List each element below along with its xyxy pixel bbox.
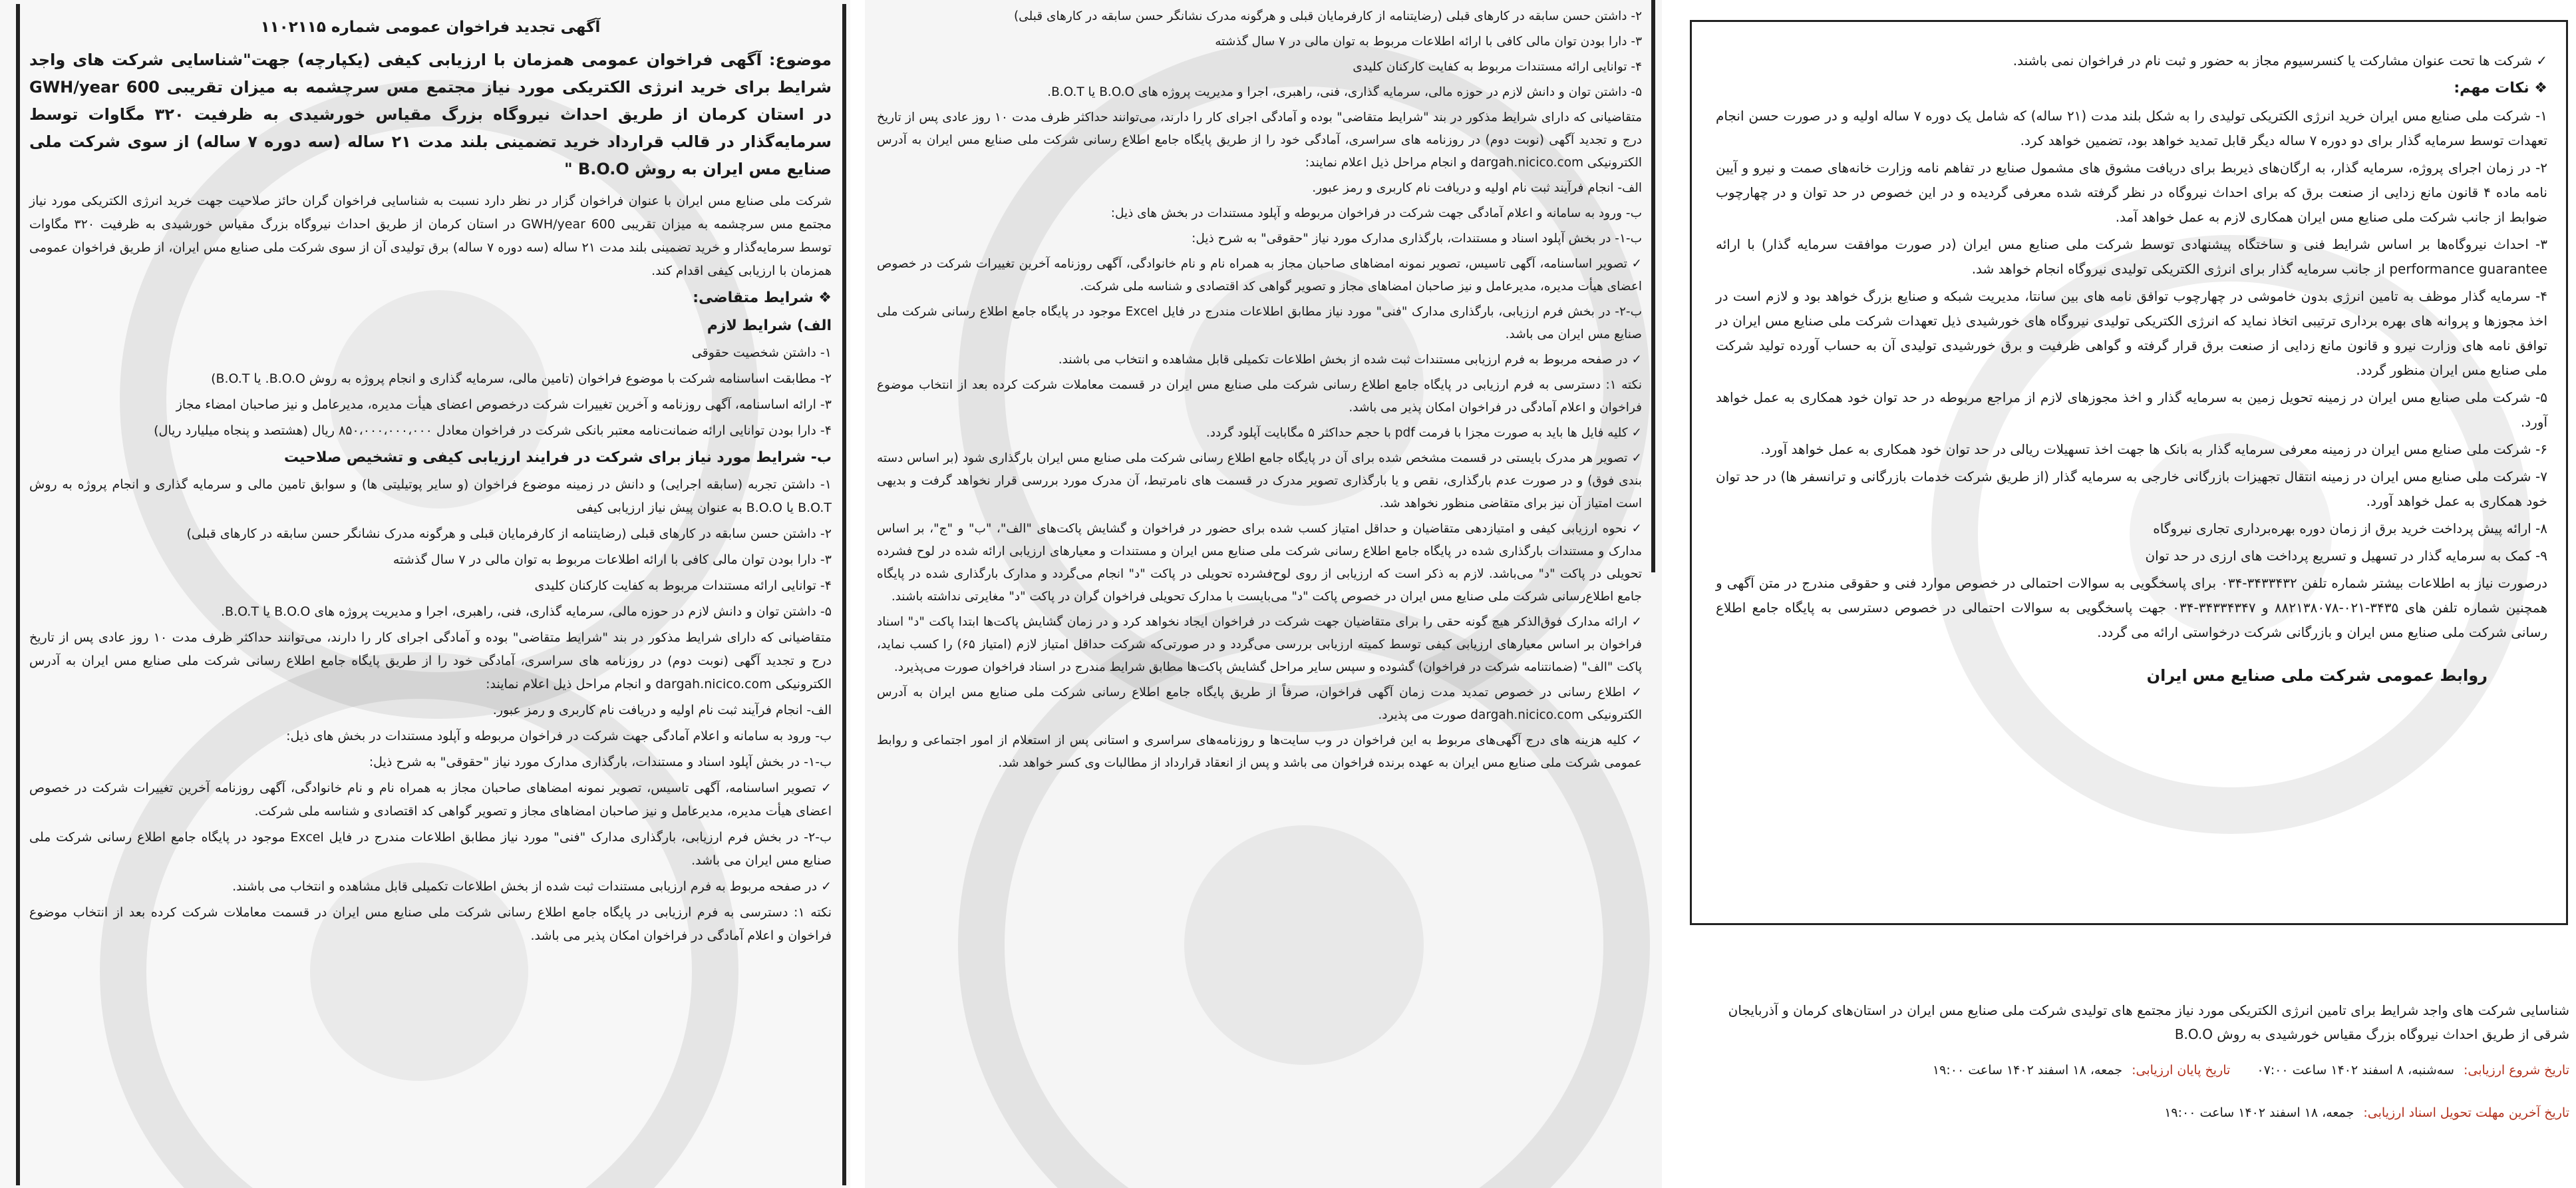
conditions-heading: ❖ شرایط متقاضی:	[693, 290, 832, 306]
bullet-extension-info: ✓ اطلاع رسانی در خصوص تمدید مدت زمان آگهی فراخوان، صرفاً از طریق پایگاه جامع اطلاع رسانی شرکت ملی صنایع مس ایران به آدرس الکترونیکی dargah.nicico.com صورت می پذیرد.	[877, 686, 1642, 722]
evaluation-item: ۵- داشتن توان و دانش لازم در حوزه مالی، سرمایه گذاری، فنی، راهبری، اجرا و مدیریت پروژه های B.O.O یا B.O.T.	[1047, 85, 1642, 99]
applicants-paragraph: متقاضیانی که دارای شرایط مذکور در بند "شرایط متقاضی" بوده و آمادگی اجرای کار را دارند، می‌توانند حداکثر ظرف مدت ۱۰ روز عادی پس از تاریخ درج و تجدید آگهی (نوبت دوم) در روزنامه های سراسری، آمادگی خود را از طریق پایگاه جامع اطلاع رسانی شرکت ملی صنایع مس ایران به آدرس الکترونیکی dargah.nicico.com و انجام مراحل ذیل اعلام نمایند:	[29, 630, 832, 692]
important-note: ۲- در زمان اجرای پروژه، سرمایه گذار، به ارگان‌های ذیربط برای دریافت مشوق های مشمول صنایع در تفاهم نامه وزارت خانه‌های صمت و نیرو و آیین نامه ماده ۴ قانون مانع زدایی از صنعت برق که برای احداث نیروگاه در نظر گرفته شده معرفی گردیده و در این خصوص در حد توان و در چهارچوب ضوابط از جانب شرکت ملی صنایع مس ایران همکاری لازم به عمل خواهد آمد.	[1716, 160, 2547, 225]
end-label: تاریخ پایان ارزیابی:	[2132, 1063, 2231, 1078]
evaluation-item: ۵- داشتن توان و دانش لازم در حوزه مالی، سرمایه گذاری، فنی، راهبری، اجرا و مدیریت پروژه های B.O.O یا B.O.T.	[221, 604, 832, 619]
evaluation-item: ۳- دارا بودن توان مالی کافی با ارائه اطلاعات مربوط به توان مالی در ۷ سال گذشته	[1215, 35, 1642, 49]
step-a: الف- انجام فرآیند ثبت نام اولیه و دریافت نام کاربری و رمز عبور.	[1312, 181, 1642, 195]
tender-summary	[1690, 998, 2569, 1125]
important-note: ۹- کمک به سرمایه گذار در تسهیل و تسریع پرداخت های ارزی در حد توان	[2145, 548, 2547, 564]
evaluation-item: ۴- توانایی ارائه مستندات مربوط به کفایت کارکنان کلیدی	[534, 578, 832, 593]
end-value: جمعه، ۱۸ اسفند ۱۴۰۲ ساعت ۱۹:۰۰	[1932, 1063, 2123, 1078]
evaluation-dates	[1690, 1058, 2569, 1082]
notice-intro: شرکت ملی صنایع مس ایران با عنوان فراخوان گزار در نظر دارد نسبت به شناسایی فراخوان گران حائز صلاحیت جهت خرید انرژی الکتریکی مورد نیاز مجتمع مس سرچشمه به میزان تقریبی 600 GWH/year در استان کرمان از طریق احداث نیروگاه بزرگ مقیاس خورشیدی به ظرفیت ۳۲۰ مگاوات توسط سرمایه‌گذار و خرید تضمینی بلند مدت ۲۱ ساله (سه دوره ۷ ساله) برق تولیدی آن از سوی شرکت ملی صنایع مس ایران، از طریق فراخوان عمومی همزمان با ارزیابی کیفی اقدام کند.	[29, 194, 832, 278]
legal-docs-heading: ب-۱- در بخش آپلود اسناد و مستندات، بارگذاری مدارک مورد نیاز "حقوقی" به شرح ذیل:	[1192, 232, 1642, 246]
deadline-label: تاریخ آخرین مهلت تحویل اسناد ارزیابی:	[2363, 1105, 2569, 1120]
note-1: نکته ۱: دسترسی به فرم ارزیابی در پایگاه جامع اطلاع رسانی شرکت ملی صنایع مس ایران در قسمت معاملات شرکت کرده بعد از انتخاب موضوع فراخوان و اعلام آمادگی در فراخوان امکان پذیر می باشد.	[29, 905, 832, 943]
required-heading: الف) شرایط لازم	[707, 317, 832, 334]
notice-title: آگهی تجدید فراخوان عمومی شماره ۱۱۰۲۱۱۵	[260, 19, 601, 36]
deadline	[2164, 1101, 2569, 1125]
bullet-file-format: ✓ کلیه فایل ها باید به صورت مجزا با فرمت pdf با حجم حداکثر ۵ مگابایت آپلود گردد.	[1206, 426, 1642, 440]
evaluation-item: ۴- توانایی ارائه مستندات مربوط به کفایت کارکنان کلیدی	[1353, 60, 1642, 74]
important-note: ۷- شرکت ملی صنایع مس ایران در زمینه انتقال تجهیزات بازرگانی خارجی به سرمایه گذار (از طریق شرکت خدمات بازرگانی و ترانسفر ها) در حد توان خود همکاری به عمل خواهد آورد.	[1716, 469, 2547, 509]
important-note: ۱- شرکت ملی صنایع مس ایران خرید انرژی الکتریکی تولیدی را به شکل بلند مدت (۲۱ ساله) که شامل یک دوره ۷ ساله اولیه و در صورت حسن انجام تعهدات توسط سرمایه گذار برای دو دوره ۷ ساله دیگر قابل تمدید خواهد بود، تضمین خواهد کرد.	[1716, 108, 2548, 148]
consortium-note: ✓ شرکت ها تحت عنوان مشارکت یا کنسرسیوم مجاز به حضور و ثبت نام در فراخوان نمی باشند.	[2012, 53, 2547, 69]
deadline-value: جمعه، ۱۸ اسفند ۱۴۰۲ ساعت ۱۹:۰۰	[2164, 1105, 2354, 1120]
column-border-left	[16, 4, 20, 1185]
required-item: ۱- داشتن شخصیت حقوقی	[691, 345, 832, 360]
evaluation-item: ۲- داشتن حسن سابقه در کارهای قبلی (رضایتنامه از کارفرمایان قبلی و هرگونه مدرک نشانگر حسن سابقه در کارهای قبلی)	[186, 526, 832, 541]
step-a: الف- انجام فرآیند ثبت نام اولیه و دریافت نام کاربری و رمز عبور.	[492, 703, 832, 717]
required-item: ۲- مطابقت اساسنامه شرکت با موضوع فراخوان (تامین مالی، سرمایه گذاری و انجام پروژه به روش B.O.O. یا B.O.T)	[211, 371, 832, 386]
technical-docs-note: ✓ در صفحه مربوط به فرم ارزیابی مستندات ثبت شده از بخش اطلاعات تکمیلی قابل مشاهده و انتخاب می باشند.	[232, 879, 832, 894]
tender-description: شناسایی شرکت های واجد شرایط برای تامین انرژی الکتریکی مورد نیاز مجتمع های تولیدی شرکت ملی صنایع مس ایران در استان‌های کرمان و آذربایجان شرقی از طریق احداث نیروگاه بزرگ مقیاس خورشیدی به روش B.O.O	[1728, 1002, 2569, 1042]
signature: روابط عمومی شرکت ملی صنایع مس ایران	[2146, 666, 2488, 685]
notice-subject: موضوع: آگهی فراخوان عمومی همزمان با ارزیابی کیفی (یکپارچه) جهت"شناسایی شرکت های واجد شرایط برای خرید انرژی الکتریکی مورد نیاز مجتمع مس سرچشمه به میزان تقریبی 600 GWH/year در استان کرمان از طریق احداث نیروگاه بزرگ مقیاس خورشیدی به ظرفیت ۳۲۰ مگاوات توسط سرمایه‌گذار در قالب قرارداد خرید تضمینی بلند مدت ۲۱ ساله (سه دوره ۷ ساله) از سوی شرکت ملی صنایع مس ایران به روش B.O.O "	[29, 51, 832, 178]
bullet-evaluation-method: ✓ نحوه ارزیابی کیفی و امتیازدهی متقاضیان و حداقل امتیاز کسب شده برای حضور در فراخوان و گشایش پاکت‌های "الف"، "ب" و "ج"، بر اساس مدارک و مستندات بارگذاری شده در پایگاه جامع اطلاع رسانی شرکت ملی صنایع مس ایران و مستندات و معیارهای ارزیابی ارائه شده در لوح فشرده تحویلی در پاکت "د" می‌باشد. لازم به ذکر است که ارزیابی از روی لوح‌فشرده تحویلی در پاکت "د" انجام می‌گردد و مدارک بارگذاری شده در پایگاه جامع اطلاع‌رسانی شرکت ملی صنایع مس ایران در خصوص پاکت "د" می‌بایست با مدارک تحویلی فراخوان گران در پاکت "د" مغایرتی نداشته باشند.	[877, 522, 1642, 604]
bullet-document-upload: ✓ تصویر هر مدرک بایستی در قسمت مشخص شده برای آن در پایگاه جامع اطلاع رسانی شرکت ملی صنایع مس ایران بارگذاری شود (بر اساس دسته بندی فوق) و در صورت عدم بارگذاری، نقص و یا بارگذاری تصویر مدرک در قسمت های نامرتبط، آن مدرک مورد بررسی قرار نخواهد گرفت و بدیهی است امتیاز آن نیز برای متقاضی منظور نخواهد شد.	[877, 451, 1642, 510]
contact-info: درصورت نیاز به اطلاعات بیشتر شماره تلفن ۳۴۳۳۴۳۲-۰۳۴ برای پاسخگویی به سوالات احتمالی در خصوص موارد فنی و حقوقی مندرج در متن آگهی و همچنین شماره تلفن های ۳۴۳۵-۰۲۱-۸۸۲۱۳۸۰۷۸ و ۳۴۳۳۴۳۴۷-۰۳۴ جهت پاسخگویی به سوالات احتمالی در خصوص دسترسی به پایگاه جامع اطلاع رسانی شرکت ملی صنایع مس ایران و بازرگانی شرکت درخواستی ارائه می گردد.	[1716, 575, 2547, 640]
technical-docs-text: ب-۲- در بخش فرم ارزیابی، بارگذاری مدارک "فنی" مورد نیاز مطابق اطلاعات مندرج در فایل Excel موجود در پایگاه جامع اطلاع رسانی شرکت ملی صنایع مس ایران می باشد.	[877, 305, 1642, 341]
important-note: ۶- شرکت ملی صنایع مس ایران در زمینه معرفی سرمایه گذار به بانک ها جهت اخذ تسهیلات ریالی در حد توان خود همکاری به عمل خواهد آورد.	[1760, 441, 2547, 457]
important-note: ۴- سرمایه گذار موظف به تامین انرژی بدون خاموشی در چهارچوب توافق نامه های بین سانتا، مدیریت شبکه و صنایع بزرگ خواهد بود و لازم است در اخذ مجوزها و پروانه های بهره برداری ترتیبی اتخاذ نماید که انرژی الکتریکی تولیدی نیروگاه های خورشیدی ذیل تعهدات شرکت ملی صنایع مس ایران در توافق نامه های وزارت نیرو و قانون مانع زدایی از صنعت برق قرار گرفته و گواهی ظرفیت و برق خورشیدی تولیدی آن به حساب آورده تولید شرکت ملی صنایع مس ایران منظور گردد.	[1716, 288, 2547, 378]
evaluation-item: ۱- داشتن تجربه (سابقه اجرایی) و دانش در زمینه موضوع فراخوان (و سایر پوتیلیتی ها) و سوابق تامین مالی و سرمایه گذاری و انجام پروژه به روش B.O.T یا B.O.O به عنوان پیش نیاز ارزیابی کیفی	[29, 477, 832, 515]
evaluation-item: ۳- دارا بودن توان مالی کافی با ارائه اطلاعات مربوط به توان مالی در ۷ سال گذشته	[393, 552, 832, 567]
applicants-paragraph: متقاضیانی که دارای شرایط مذکور در بند "شرایط متقاضی" بوده و آمادگی اجرای کار را دارند، می‌توانند حداکثر ظرف مدت ۱۰ روز عادی پس از تاریخ درج و تجدید آگهی (نوبت دوم) در روزنامه های سراسری، آمادگی خود را از طریق پایگاه جامع اطلاع رسانی شرکت ملی صنایع مس ایران به آدرس الکترونیکی dargah.nicico.com و انجام مراحل ذیل اعلام نمایند:	[877, 110, 1643, 170]
evaluation-item: ۲- داشتن حسن سابقه در کارهای قبلی (رضایتنامه از کارفرمایان قبلی و هرگونه مدرک نشانگر حسن سابقه در کارهای قبلی)	[1013, 9, 1642, 23]
legal-docs-text: ✓ تصویر اساسنامه، آگهی تاسیس، تصویر نمونه امضاهای صاحبان مجاز به همراه نام و نام خانوادگی، آگهی روزنامه آخرین تغییرات شرکت در خصوص اعضای هیأت مدیره، مدیرعامل و نیز صاحبان امضاهای مجاز و تصویر گواهی کد اقتصادی و شناسه ملی شرکت.	[29, 781, 832, 819]
important-note: ۸- ارائه پیش پرداخت خرید برق از زمان دوره بهره‌برداری تجاری نیروگاه	[2153, 520, 2547, 536]
required-item: ۴- دارا بودن توانایی ارائه ضمانت‌نامه معتبر بانکی شرکت در فراخوان معادل ۸۵۰،۰۰۰،۰۰۰،۰۰۰ ریال (هشتصد و پنجاه میلیارد ریال)	[154, 423, 832, 438]
left-column	[0, 0, 850, 1188]
start-label: تاریخ شروع ارزیابی:	[2463, 1063, 2569, 1078]
legal-docs-text: ✓ تصویر اساسنامه، آگهی تاسیس، تصویر نمونه امضاهای صاحبان مجاز به همراه نام و نام خانوادگی، آگهی روزنامه آخرین تغییرات شرکت در خصوص اعضای هیأت مدیره، مدیرعامل و نیز صاحبان امضاهای مجاز و تصویر گواهی کد اقتصادی و شناسه ملی شرکت.	[877, 257, 1642, 294]
document-deadline	[1690, 1101, 2569, 1125]
column-border-right	[1651, 0, 1655, 572]
evaluation-heading: ب- شرایط مورد نیاز برای شرکت در فرایند ارزیابی کیفی و تشخیص صلاحیت	[284, 449, 832, 466]
evaluation-end	[1933, 1058, 2230, 1082]
important-note: ۳- احداث نیروگاه‌ها بر اساس شرایط فنی و ساختگاه پیشنهادی توسط شرکت ملی صنایع مس ایران (در صورت موافقت سرمایه گذار) با ارائه performance guarantee از جانب سرمایه گذار برای انرژی الکتریکی تولیدی نیروگاه انجام خواهد شد.	[1716, 236, 2547, 277]
bullet-advert-costs: ✓ کلیه هزینه های درج آگهی‌های مربوط به این فراخوان در وب سایت‌ها و روزنامه‌های سراسری و استانی پس از استعلام از امور اجتماعی و روابط عمومی شرکت ملی صنایع مس ایران به عهده برنده فراخوان می باشد و پس از انعقاد قرارداد از مطالبات وی کسر خواهد شد.	[877, 733, 1642, 770]
evaluation-start	[2257, 1058, 2569, 1082]
important-notes-heading: ❖ نکات مهم:	[2454, 80, 2547, 97]
required-item: ۳- ارائه اساسنامه، آگهی روزنامه و آخرین تغییرات شرکت درخصوص اعضای هیأت مدیره، مدیرعامل و نیز صاحبان امضاء مجاز	[176, 397, 832, 412]
notes-card	[1690, 20, 2568, 925]
legal-docs-heading: ب-۱- در بخش آپلود اسناد و مستندات، بارگذاری مدارک مورد نیاز "حقوقی" به شرح ذیل:	[369, 755, 832, 769]
middle-column	[865, 0, 1662, 1188]
start-value: سه‌شنبه، ۸ اسفند ۱۴۰۲ ساعت ۰۷:۰۰	[2257, 1063, 2454, 1078]
notes-text-block	[1692, 49, 2566, 691]
bullet-envelope-opening: ✓ ارائه مدارک فوق‌الذکر هیچ گونه حقی را برای متقاضیان جهت شرکت در فراخوان ایجاد نخواهد کرد و در زمان گشایش پاکت‌ها ابتدا پاکت "د" اسناد فراخوان بر اساس معیارهای ارزیابی کیفی توسط کمیته ارزیابی بررسی می‌گردد و در صورتی‌که شرکت حداقل امتیاز لازم (امتیاز ۶۵) را کسب نماید، پاکت "الف" (ضمانتنامه شرکت در فراخوان) گشوده و سپس سایر مراحل گشایش پاکت‌ها مطابق شرایط مندرج در اسناد فراخوان صورت می‌پذیرد.	[877, 615, 1642, 674]
technical-docs-note: ✓ در صفحه مربوط به فرم ارزیابی مستندات ثبت شده از بخش اطلاعات تکمیلی قابل مشاهده و انتخاب می باشند.	[1058, 353, 1642, 367]
important-note: ۵- شرکت ملی صنایع مس ایران در زمینه تحویل زمین به سرمایه گذار و اخذ مجوزهای لازم از مراجع مربوطه در حد توان خود همکاری به عمل خواهد آورد.	[1716, 389, 2547, 430]
middle-text-block	[877, 5, 1642, 777]
technical-docs-text: ب-۲- در بخش فرم ارزیابی، بارگذاری مدارک "فنی" مورد نیاز مطابق اطلاعات مندرج در فایل Excel موجود در پایگاه جامع اطلاع رسانی شرکت ملی صنایع مس ایران می باشد.	[29, 830, 832, 868]
step-b: ب- ورود به سامانه و اعلام آمادگی جهت شرکت در فراخوان مربوطه و آپلود مستندات در بخش های ذیل:	[286, 729, 832, 743]
note-1: نکته ۱: دسترسی به فرم ارزیابی در پایگاه جامع اطلاع رسانی شرکت ملی صنایع مس ایران در قسمت معاملات شرکت کرده بعد از انتخاب موضوع فراخوان و اعلام آمادگی در فراخوان امکان پذیر می باشد.	[877, 378, 1642, 415]
step-b: ب- ورود به سامانه و اعلام آمادگی جهت شرکت در فراخوان مربوطه و آپلود مستندات در بخش های ذیل:	[1110, 206, 1642, 220]
column-border-right	[842, 4, 846, 1185]
left-text-block	[29, 15, 832, 950]
